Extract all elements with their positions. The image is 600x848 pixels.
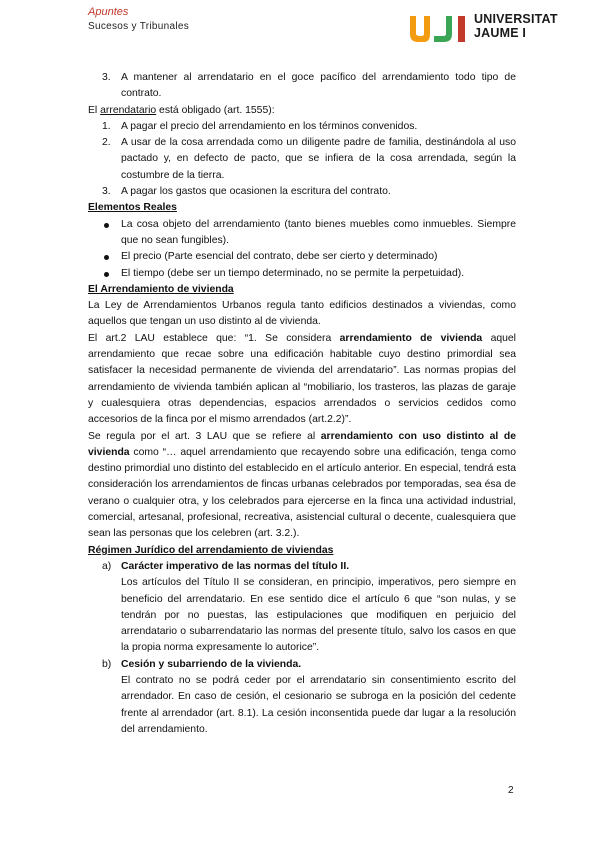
item-letter: b) bbox=[102, 658, 112, 670]
list-text: A mantener al arrendatario en el goce pacífico del arrendamiento todo tipo de contrato. bbox=[121, 72, 516, 100]
bullet-icon bbox=[104, 255, 109, 260]
bullet-item bbox=[88, 217, 516, 250]
section-heading-arrendamiento-vivienda: El Arrendamiento de vivienda bbox=[88, 283, 234, 295]
list-number: 2. bbox=[102, 137, 111, 149]
art2-bold: arrendamiento de vivienda bbox=[339, 332, 483, 344]
bullet-item bbox=[88, 249, 516, 265]
intro-pre: El bbox=[88, 104, 101, 116]
obligations-intro bbox=[88, 103, 516, 119]
logo-line-2: JAUME I bbox=[474, 25, 527, 40]
section-heading-regimen-juridico: Régimen Jurídico del arrendamiento de viviendas bbox=[88, 544, 334, 556]
logo-line-1: UNIVERSITAT bbox=[474, 12, 558, 26]
art3-post: como “… aquel arrendamiento que recayendo sobre una edificación, tenga como destino primordial uno distinto del establecido en el artículo anterior. En especial, tendrá esta consideración los arrendamientos de fincas urbanas celebrados por temporadas, sea ésa de verano o cualquier otra, y los celebrados para ejercerse en la finca una actividad industrial, comercial, artesanal, profesional, recreativa, asistencial cultural o decente, cualesquiera que sean las personas que los celebren (art. 3.2.). bbox=[88, 446, 516, 540]
paragraph-art3 bbox=[88, 429, 516, 543]
art3-bold: arrendamiento con uso distinto al de vivienda bbox=[88, 430, 516, 458]
item-text: El contrato no se podrá ceder por el arrendatario sin consentimiento escrito del arrendador. En caso de cesión, el cesionario se subroga en la posición del cedente frente al arrendador (art. 8.1). La cesión inconsentida puede dar lugar a la resolución del arrendamiento. bbox=[121, 674, 516, 735]
list-number: 3. bbox=[102, 186, 111, 198]
list-number: 3. bbox=[102, 72, 111, 83]
list-item bbox=[88, 70, 516, 103]
art2-post: aquel arrendamiento que recae sobre una edificación habitable cuyo destino primordial sea satisfacer la necesidad permanente de vivienda del arrendatario”. Las normas propias del arrendamiento de vivienda también aplican al “mobiliario, los trasteros, las plazas de garaje y cualesquiera otras dependencias, espacios arrendados o servicios cedidos como accesorios de la finca por el mismo arrendados (art.2.2)”. bbox=[88, 332, 516, 426]
list-item bbox=[88, 184, 516, 200]
intro-post: está obligado (art. 1555): bbox=[156, 104, 275, 116]
section-heading-elementos-reales: Elementos Reales bbox=[88, 202, 177, 214]
list-text: A usar de la cosa arrendada como un diligente padre de familia, destinándola al uso pactado y, en defecto de pacto, que se infiera de la cosa arrendada, según la costumbre de la tierra. bbox=[121, 137, 516, 181]
art3-pre: Se regula por el art. 3 LAU que se refiere al bbox=[88, 430, 321, 442]
lettered-item bbox=[88, 657, 516, 673]
page-number: 2 bbox=[508, 785, 514, 796]
bullet-icon bbox=[104, 223, 109, 228]
list-item bbox=[88, 119, 516, 135]
list-text: A pagar el precio del arrendamiento en los términos convenidos. bbox=[121, 120, 418, 132]
bullet-text: El tiempo (debe ser un tiempo determinado, no se permite la perpetuidad). bbox=[121, 267, 465, 279]
art2-pre: El art.2 LAU establece que: “1. Se considera bbox=[88, 332, 340, 344]
header-subtitle: Sucesos y Tribunales bbox=[88, 21, 190, 32]
bullet-text: La cosa objeto del arrendamiento (tanto bienes muebles como inmuebles. Siempre que no sean fungibles). bbox=[121, 218, 516, 246]
bullet-text: El precio (Parte esencial del contrato, debe ser cierto y determinado) bbox=[121, 251, 438, 263]
paragraph-art2 bbox=[88, 331, 516, 429]
list-item bbox=[88, 135, 516, 184]
item-text: Los artículos del Título II se consideran, en principio, imperativos, pero siempre en beneficio del arrendatario. En ese sentido dice el artículo 6 que “son nulas, y se tendrán por no puestas, las estipulaciones que modifiquen en perjuicio del arrendatario o subarrendatario las normas del presente título, salvo los casos en que la propia norma expresamente lo autorice”. bbox=[121, 577, 516, 654]
list-number: 1. bbox=[102, 120, 111, 132]
bullet-icon bbox=[104, 272, 109, 277]
item-title: Carácter imperativo de las normas del título II. bbox=[121, 560, 350, 572]
document-body bbox=[88, 70, 516, 738]
item-letter: a) bbox=[102, 560, 112, 572]
paragraph-ley: La Ley de Arrendamientos Urbanos regula tanto edificios destinados a viviendas, como aquellos que tengan un uso distinto al de vivienda. bbox=[88, 300, 516, 328]
bullet-item bbox=[88, 266, 516, 282]
intro-underlined-word: arrendatario bbox=[100, 104, 157, 116]
item-title: Cesión y subarriendo de la vivienda. bbox=[121, 658, 302, 670]
lettered-item bbox=[88, 559, 516, 575]
university-logo bbox=[408, 12, 578, 44]
logo-text bbox=[474, 13, 558, 40]
header-title: Apuntes bbox=[88, 6, 129, 18]
list-text: A pagar los gastos que ocasionen la escritura del contrato. bbox=[121, 186, 391, 198]
uji-logo-icon bbox=[408, 12, 470, 44]
